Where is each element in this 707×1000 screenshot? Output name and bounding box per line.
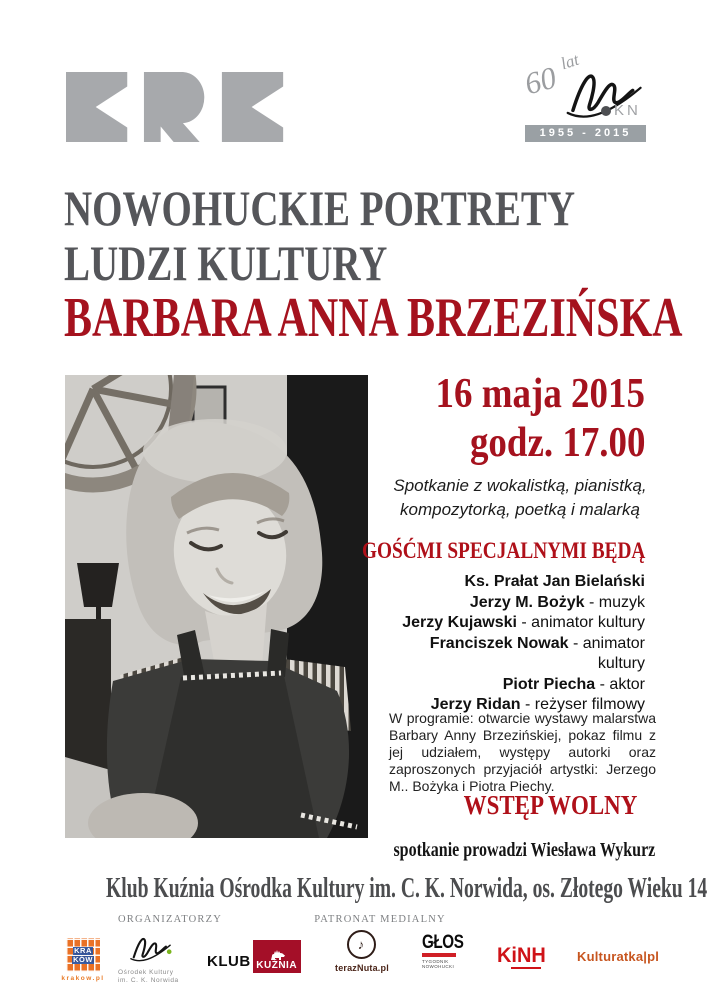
glos-red-bar-icon	[422, 953, 456, 957]
guest-name: Jerzy M. Bożyk	[469, 593, 585, 611]
krakow-badge-line2: KÓW	[73, 954, 93, 964]
guest-name: Franciszek Nowak	[429, 634, 569, 652]
kuznia-klub-text: KLUB	[207, 953, 251, 970]
anniversary-lat: lat	[558, 49, 582, 74]
guest-name: Jerzy Kujawski	[402, 614, 517, 631]
guest-role: - muzyk	[584, 593, 645, 611]
kuznia-red-box	[253, 940, 301, 973]
guest-entry	[380, 613, 645, 634]
teraznuta-note-icon: ♪	[347, 930, 376, 959]
event-date: 16 maja 2015	[435, 371, 645, 417]
kinh-logo	[497, 946, 548, 969]
poster-person-name: BARBARA ANNA BRZEZIŃSKA	[64, 287, 683, 349]
krk-logo-icon	[66, 72, 298, 142]
okn-dot-icon	[601, 106, 611, 116]
guest-entry	[380, 572, 645, 593]
portrait-photo	[65, 375, 368, 838]
guest-name: Ks. Prałat Jan Bielański	[464, 573, 645, 590]
event-description	[385, 474, 655, 522]
norwid-label-line1: Ośrodek Kultury	[118, 969, 174, 976]
venue-line: Klub Kuźnia Ośrodka Kultury im. C. K. Norwida, os. Złotego Wieku 14	[106, 873, 707, 904]
glos-logo	[422, 934, 472, 970]
poster-title-line2: LUDZI KULTURY	[64, 235, 388, 291]
guest-role: - animator kultury	[516, 614, 645, 631]
kinh-title: KiNH	[497, 944, 546, 967]
guest-entry	[380, 593, 645, 614]
guest-role: - reżyser filmowy	[520, 696, 645, 713]
teraznuta-logo	[335, 930, 387, 973]
event-description-line1: Spotkanie z wokalistką, pianistką,	[393, 476, 647, 495]
norwid-green-dot-icon	[167, 949, 172, 954]
guests-heading: GOŚĆMI SPECJALNYMI BĘDĄ	[361, 538, 645, 563]
krakow-badge-line1: KRA	[74, 945, 92, 955]
okn-letters: KN	[614, 102, 641, 119]
teraznuta-label: terazNuta.pl	[335, 963, 389, 973]
anniversary-years: 1955 - 2015	[525, 125, 646, 142]
event-description-line2: kompozytorką, poetką i malarką	[400, 500, 640, 519]
poster-title-line1: NOWOHUCKIE PORTRETY	[64, 180, 576, 236]
guest-entry	[380, 634, 645, 675]
glos-sub-line1: TYGODNIK	[422, 958, 449, 964]
guest-entry	[380, 675, 645, 696]
kulturatka-logo: Kulturatka|pl	[577, 949, 660, 964]
guest-role: - animator kultury	[568, 634, 645, 672]
krakow-url: krakow.pl	[61, 975, 105, 982]
krakow-mosaic-icon	[66, 938, 100, 972]
guest-role: - aktor	[595, 675, 645, 693]
anniversary-logo	[505, 49, 665, 147]
guest-list	[380, 572, 645, 716]
krakow-logo	[60, 938, 106, 982]
event-host: spotkanie prowadzi Wiesława Wykurz	[393, 839, 655, 861]
anniversary-60: 60	[520, 59, 560, 102]
norwid-culture-centre-logo	[118, 934, 190, 985]
kuznia-text: KUŹNIA	[256, 960, 298, 971]
glos-sub-line2: NOWOHUCKI	[422, 964, 455, 969]
norwid-label-line2: im. C. K. Norwida	[118, 977, 179, 984]
free-entry: WSTĘP WOLNY	[463, 790, 637, 820]
event-time: godz. 17.00	[469, 420, 645, 466]
norwid-signature-small-icon	[128, 934, 174, 962]
guest-name: Jerzy Ridan	[430, 696, 521, 713]
guest-name: Piotr Piecha	[502, 675, 596, 693]
program-text: W programie: otwarcie wystawy malarstwa Barbary Anny Brzezińskiej, pokaz filmu z jej udziałem, występy autorki oraz zaproszonych przyjaciół artystki: Jerzego M.. Bożyka i Piotra Piechy.	[389, 710, 656, 794]
organizers-label: ORGANIZATORZY	[117, 914, 223, 925]
glos-title: GŁOS	[422, 932, 464, 953]
klub-kuznia-logo	[207, 940, 301, 973]
media-patronage-label: PATRONAT MEDIALNY	[314, 914, 446, 925]
kinh-underline-icon	[511, 967, 541, 969]
okn-mark	[601, 102, 641, 119]
